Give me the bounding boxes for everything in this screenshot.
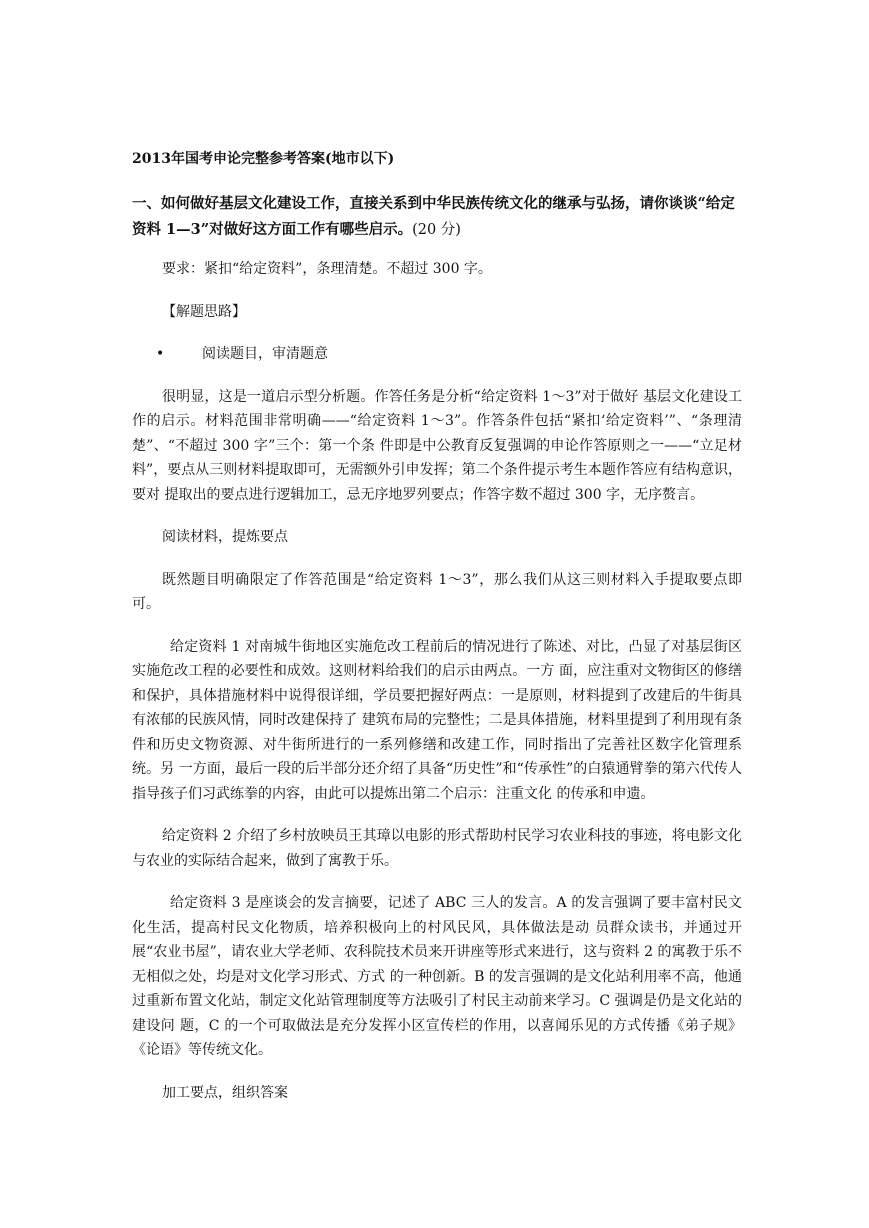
paragraph-scope: 既然题目明确限定了作答范围是“给定资料 1～3”，那么我们从这三则材料入手提取要点即可。 [132,571,742,612]
sub-heading-organize-answer: 加工要点，组织答案 [162,1084,288,1101]
section-heading: 【解题思路】 [162,303,246,320]
paragraph-material-3: 给定资料 3 是座谈会的发言摘要，记述了 ABC 三人的发言。A 的发言强调了要丰富村民文化生活，提高村民文化物质，培养积极向上的村风民风，具体做法是动 员群众读书，并通过开展“农业书屋”，请农业大学老师、农科院技术员来开讲座等形式来进行，这与资料 2 的寓教于乐不无相似之处，均是对文化学习形式、方式 的一种创新。B 的发言强调的是文化站利用率不高，他通过重新布置文化站，制定文化站管理制度等方法吸引了村民主动前来学习。C 强调是仍是文化站的建设问 题，C 的一个可取做法是充分发挥小区宣传栏的作用，以喜闻乐见的方式传播《弟子规》《论语》等传统文化。 [132,895,742,1058]
bullet-marker: • [156,346,165,362]
question-body: 一、如何做好基层文化建设工作，直接关系到中华民族传统文化的继承与弘扬，请你谈谈“给定资料 1—3”对做好这方面工作有哪些启示。 [132,195,735,238]
bullet-text: 阅读题目，审清题意 [202,346,328,362]
question-score: (20 分) [412,222,461,238]
document-page [132,148,742,1123]
sub-heading-read-material: 阅读材料，提炼要点 [162,529,288,545]
bullet-item [132,342,742,367]
requirement-text: 要求：紧扣“给定资料”，条理清楚。不超过 300 字。 [162,261,492,277]
paragraph-analysis: 很明显，这是一道启示型分析题。作答任务是分析“给定资料 1～3”对于做好 基层文化建设工作的启示。材料范围非常明确——“给定资料 1～3”。作答条件包括“紧扣‘给定资料’”、“条理清楚”、“不超过 300 字”三个：第一个条 件即是中公教育反复强调的申论作答原则之一——“立足材料”，要点从三则材料提取即可，无需额外引申发挥；第二个条件提示考生本题作答应有结构意识，要对 提取出的要点进行逻辑加工，忌无序地罗列要点；作答字数不超过 300 字，无序赘言。 [132,388,742,503]
paragraph-material-2: 给定资料 2 介绍了乡村放映员王其璋以电影的形式帮助村民学习农业科技的事迹，将电影文化与农业的实际结合起来，做到了寓教于乐。 [132,828,742,869]
document-title: 2013年国考申论完整参考答案(地市以下) [132,151,395,167]
paragraph-material-1: 给定资料 1 对南城牛街地区实施危改工程前后的情况进行了陈述、对比，凸显了对基层街区实施危改工程的必要性和成效。这则材料给我们的启示由两点。一方 面，应注重对文物街区的修缮和保护，具体措施材料中说得很详细，学员要把握好两点：一是原则，材料提到了改建后的牛街具有浓郁的民族风情，同时改建保持了 建筑布局的完整性；二是具体措施，材料里提到了利用现有条件和历史文物资源、对牛街所进行的一系列修缮和改建工作，同时指出了完善社区数字化管理系统。另 一方面，最后一段的后半部分还介绍了具备“历史性”和“传承性”的白猿通臂拳的第六代传人指导孩子们习武练拳的内容，由此可以提炼出第二个启示：注重文化 的传承和申遗。 [132,638,742,802]
question-text [132,191,742,243]
